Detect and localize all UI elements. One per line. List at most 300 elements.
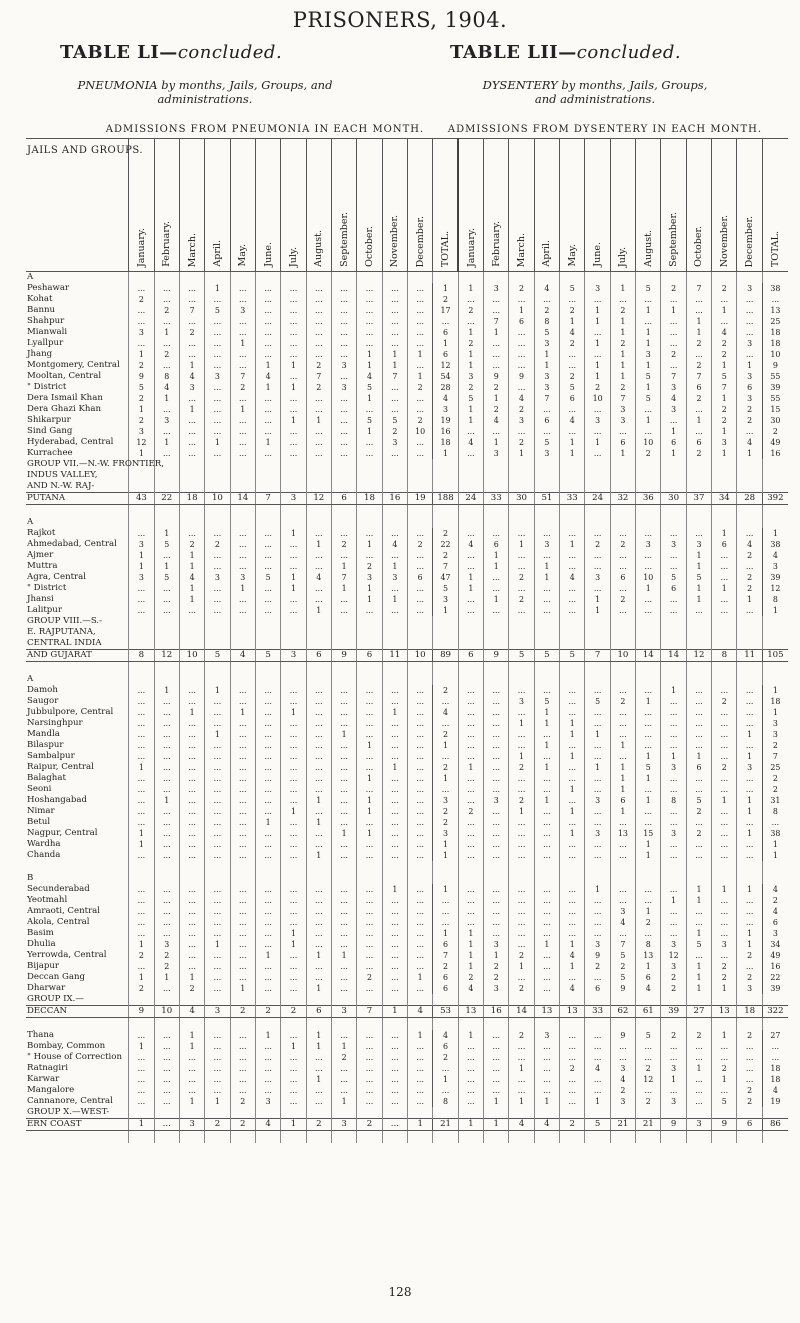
empty-cell	[433, 662, 458, 675]
month-cell: 2	[560, 1063, 585, 1074]
empty-cell	[154, 627, 179, 638]
empty-cell	[458, 1107, 483, 1119]
month-cell: ...	[509, 1052, 534, 1063]
month-cell: ...	[129, 718, 154, 729]
empty-cell	[585, 1107, 610, 1119]
month-cell: ...	[331, 305, 356, 316]
month-cell: 9	[712, 1119, 737, 1131]
month-cell: ...	[230, 828, 255, 839]
month-cell: 1	[205, 939, 230, 950]
jail-name: Dera Ismail Khan	[27, 393, 103, 403]
total-cell: 5	[433, 583, 458, 594]
month-cell: 1	[534, 1096, 559, 1107]
empty-cell	[762, 1018, 788, 1031]
month-cell: ...	[458, 1074, 483, 1085]
month-cell: ...	[230, 1074, 255, 1085]
pneumonia-col-header	[306, 139, 331, 272]
month-cell: ...	[712, 594, 737, 605]
month-cell: ...	[712, 928, 737, 939]
jail-name: Jhang	[27, 349, 53, 359]
month-cell: 2	[661, 283, 686, 294]
month-cell: 1	[357, 539, 382, 550]
month-cell: ...	[484, 1041, 509, 1052]
month-cell: 4	[636, 983, 661, 994]
pneumonia-col-header	[331, 139, 356, 272]
empty-cell	[458, 272, 483, 284]
month-cell: 5	[255, 572, 280, 583]
total-cell: 6	[433, 327, 458, 338]
month-cell: 5	[357, 382, 382, 393]
empty-cell	[306, 873, 331, 884]
month-cell: 1	[636, 415, 661, 426]
month-cell: 1	[129, 1119, 154, 1131]
month-cell: 1	[661, 1074, 686, 1085]
month-cell: ...	[255, 583, 280, 594]
empty-cell	[484, 638, 509, 650]
month-cell: ...	[331, 371, 356, 382]
month-cell: ...	[585, 294, 610, 305]
month-cell: ...	[484, 762, 509, 773]
month-cell: ...	[712, 1052, 737, 1063]
month-cell: 1	[509, 448, 534, 459]
empty-cell	[686, 481, 711, 493]
month-cell: 2	[686, 1030, 711, 1041]
month-cell: ...	[357, 316, 382, 327]
month-cell: 1	[610, 327, 635, 338]
month-cell: 2	[230, 1096, 255, 1107]
month-cell: ...	[129, 528, 154, 539]
jail-name: Bombay, Common	[27, 1041, 106, 1051]
empty-cell	[762, 861, 788, 873]
month-cell: ...	[154, 751, 179, 762]
month-cell: ...	[205, 906, 230, 917]
total-cell: 7	[433, 561, 458, 572]
month-cell: ...	[357, 1096, 382, 1107]
empty-cell	[255, 1131, 280, 1144]
month-cell: 3	[179, 1119, 204, 1131]
month-cell: ...	[458, 884, 483, 895]
month-cell: ...	[230, 539, 255, 550]
month-cell: ...	[484, 828, 509, 839]
empty-cell	[408, 517, 433, 528]
table-row	[26, 762, 788, 773]
month-cell: ...	[458, 795, 483, 806]
month-cell: ...	[281, 795, 306, 806]
empty-cell	[762, 1107, 788, 1119]
empty-cell	[154, 674, 179, 685]
month-cell: ...	[331, 906, 356, 917]
empty-cell	[357, 272, 382, 284]
month-cell: 10	[408, 426, 433, 437]
month-cell: 1	[560, 961, 585, 972]
empty-cell	[661, 517, 686, 528]
month-cell: ...	[230, 762, 255, 773]
total-cell: 38	[762, 828, 788, 839]
month-cell: ...	[712, 605, 737, 616]
month-label: May.	[566, 244, 578, 267]
empty-cell	[205, 994, 230, 1006]
month-cell: ...	[560, 294, 585, 305]
group-title-row	[26, 481, 788, 493]
month-cell: 1	[636, 850, 661, 861]
month-cell: ...	[408, 404, 433, 415]
month-cell: ...	[230, 696, 255, 707]
month-cell: 2	[737, 1096, 762, 1107]
jail-name: Lalitpur	[27, 605, 62, 615]
month-cell: 2	[610, 594, 635, 605]
month-cell: ...	[484, 839, 509, 850]
total-cell: 1	[433, 1074, 458, 1085]
month-cell: ...	[230, 839, 255, 850]
month-cell: ...	[331, 762, 356, 773]
month-cell: 5	[712, 1096, 737, 1107]
month-cell: 1	[230, 707, 255, 718]
month-label: April.	[541, 240, 553, 267]
month-label: May.	[237, 244, 249, 267]
empty-cell	[686, 994, 711, 1006]
month-cell: ...	[331, 404, 356, 415]
month-cell: 2	[610, 305, 635, 316]
month-cell: ...	[205, 884, 230, 895]
month-cell: 1	[357, 806, 382, 817]
total-cell: ...	[762, 294, 788, 305]
month-cell: 3	[129, 426, 154, 437]
month-cell: 1	[179, 561, 204, 572]
total-cell: 22	[433, 539, 458, 550]
pneumonia-col-header	[129, 139, 154, 272]
month-cell: 1	[408, 972, 433, 983]
month-cell: ...	[661, 806, 686, 817]
empty-cell	[408, 994, 433, 1006]
month-cell: ...	[408, 1074, 433, 1085]
month-cell: 2	[509, 572, 534, 583]
empty-cell	[205, 481, 230, 493]
table-row	[26, 983, 788, 994]
month-cell: 1	[281, 583, 306, 594]
empty-cell	[230, 662, 255, 675]
month-cell: ...	[737, 740, 762, 751]
month-cell: ...	[686, 1085, 711, 1096]
month-cell: ...	[686, 349, 711, 360]
month-cell: ...	[357, 1030, 382, 1041]
month-cell: ...	[610, 1052, 635, 1063]
month-cell: 5	[382, 415, 407, 426]
empty-cell	[636, 470, 661, 481]
total-cell: 105	[762, 650, 788, 662]
month-cell: 3	[661, 762, 686, 773]
total-cell: 25	[762, 316, 788, 327]
empty-cell	[610, 1107, 635, 1119]
month-cell: ...	[129, 1052, 154, 1063]
month-cell: ...	[686, 1074, 711, 1085]
month-cell: ...	[484, 784, 509, 795]
month-cell: 10	[610, 650, 635, 662]
month-cell: 2	[661, 1030, 686, 1041]
month-cell: ...	[560, 740, 585, 751]
month-cell: ...	[585, 404, 610, 415]
total-cell: 1	[433, 928, 458, 939]
month-cell: 3	[661, 961, 686, 972]
month-cell: 1	[534, 939, 559, 950]
month-cell: ...	[179, 939, 204, 950]
month-cell: 2	[661, 972, 686, 983]
empty-cell	[281, 1107, 306, 1119]
month-cell: 1	[636, 327, 661, 338]
month-cell: 1	[737, 795, 762, 806]
month-cell: 8	[636, 939, 661, 950]
total-cell: 4	[433, 707, 458, 718]
month-cell: ...	[281, 1074, 306, 1085]
page-number: 128	[388, 1285, 412, 1299]
month-cell: ...	[129, 1074, 154, 1085]
month-cell: ...	[686, 1041, 711, 1052]
empty-cell	[255, 505, 280, 518]
month-cell: 62	[610, 1006, 635, 1018]
month-cell: ...	[636, 1085, 661, 1096]
month-cell: ...	[686, 817, 711, 828]
empty-cell	[382, 627, 407, 638]
month-cell: ...	[255, 1063, 280, 1074]
empty-cell	[737, 1131, 762, 1144]
month-cell: ...	[534, 817, 559, 828]
month-cell: 7	[686, 283, 711, 294]
month-cell: ...	[281, 983, 306, 994]
month-cell: 22	[154, 493, 179, 505]
month-cell: 3	[661, 382, 686, 393]
month-cell: ...	[331, 550, 356, 561]
month-cell: 3	[331, 1119, 356, 1131]
month-cell: 7	[585, 650, 610, 662]
table-row	[26, 1085, 788, 1096]
month-cell: 33	[560, 493, 585, 505]
month-cell: 2	[712, 404, 737, 415]
month-cell: ...	[484, 928, 509, 939]
month-cell: ...	[484, 1085, 509, 1096]
total-cell: 10	[762, 349, 788, 360]
month-cell: ...	[534, 528, 559, 539]
month-cell: 1	[484, 594, 509, 605]
month-cell: 6	[686, 437, 711, 448]
total-cell: 18	[762, 327, 788, 338]
month-cell: ...	[154, 906, 179, 917]
month-cell: 1	[154, 528, 179, 539]
month-cell: ...	[636, 561, 661, 572]
month-cell: 7	[306, 371, 331, 382]
month-cell: 2	[408, 415, 433, 426]
month-cell: ...	[661, 338, 686, 349]
month-cell: 3	[610, 404, 635, 415]
month-cell: 1	[712, 583, 737, 594]
month-cell: 5	[534, 327, 559, 338]
month-cell: ...	[509, 605, 534, 616]
month-cell: ...	[534, 950, 559, 961]
month-cell: ...	[636, 806, 661, 817]
month-cell: ...	[408, 983, 433, 994]
total-cell: 2	[762, 426, 788, 437]
month-cell: ...	[686, 839, 711, 850]
month-cell: ...	[484, 685, 509, 696]
month-cell: ...	[382, 393, 407, 404]
empty-cell	[433, 459, 458, 470]
month-cell: ...	[458, 817, 483, 828]
month-cell: 24	[458, 493, 483, 505]
empty-cell	[129, 627, 154, 638]
month-cell: 1	[255, 360, 280, 371]
empty-cell	[534, 627, 559, 638]
total-cell: 4	[762, 906, 788, 917]
empty-cell	[230, 674, 255, 685]
month-cell: ...	[712, 561, 737, 572]
empty-cell	[331, 674, 356, 685]
month-cell: 1	[357, 594, 382, 605]
month-cell: ...	[737, 1041, 762, 1052]
month-cell: ...	[331, 415, 356, 426]
month-cell: ...	[281, 784, 306, 795]
month-cell: 1	[560, 718, 585, 729]
empty-cell	[179, 1107, 204, 1119]
empty-cell	[636, 505, 661, 518]
total-cell: 16	[762, 448, 788, 459]
empty-cell	[636, 517, 661, 528]
month-label: TOTAL.	[769, 230, 781, 267]
empty-cell	[458, 873, 483, 884]
month-cell: ...	[382, 283, 407, 294]
empty-cell	[255, 272, 280, 284]
empty-cell	[179, 994, 204, 1006]
month-cell: ...	[686, 707, 711, 718]
empty-cell	[230, 517, 255, 528]
empty-cell	[129, 505, 154, 518]
empty-cell	[230, 272, 255, 284]
month-cell: 1	[737, 360, 762, 371]
empty-cell	[712, 873, 737, 884]
month-cell: ...	[179, 426, 204, 437]
month-cell: ...	[484, 773, 509, 784]
month-cell: ...	[281, 1096, 306, 1107]
month-cell: ...	[205, 740, 230, 751]
month-cell: ...	[737, 718, 762, 729]
empty-cell	[762, 1131, 788, 1144]
month-cell: 1	[458, 762, 483, 773]
month-cell: ...	[179, 817, 204, 828]
month-cell: ...	[281, 294, 306, 305]
month-cell: ...	[255, 895, 280, 906]
month-cell: ...	[205, 1074, 230, 1085]
month-cell: ...	[712, 806, 737, 817]
month-cell: ...	[154, 1096, 179, 1107]
empty-cell	[534, 1131, 559, 1144]
month-cell: ...	[281, 729, 306, 740]
month-cell: 2	[484, 382, 509, 393]
month-cell: 1	[636, 338, 661, 349]
month-cell: ...	[331, 839, 356, 850]
group-title-row	[26, 627, 788, 638]
empty-cell	[509, 517, 534, 528]
month-cell: ...	[230, 1063, 255, 1074]
month-cell: ...	[205, 773, 230, 784]
month-cell: 1	[686, 594, 711, 605]
total-cell: 30	[762, 415, 788, 426]
month-cell: ...	[509, 839, 534, 850]
empty-cell	[281, 459, 306, 470]
group-name: CENTRAL INDIA	[27, 638, 102, 648]
month-cell: 4	[534, 283, 559, 294]
empty-cell	[205, 470, 230, 481]
empty-cell	[230, 616, 255, 627]
month-cell: 1	[661, 751, 686, 762]
month-cell: ...	[179, 762, 204, 773]
empty-cell	[382, 674, 407, 685]
month-cell: ...	[382, 751, 407, 762]
month-cell: 3	[129, 539, 154, 550]
month-cell: ...	[484, 294, 509, 305]
month-cell: 2	[737, 550, 762, 561]
month-cell: ...	[255, 528, 280, 539]
empty-cell	[433, 674, 458, 685]
month-cell: 1	[458, 1119, 483, 1131]
jail-name: Yeotmahl	[27, 895, 68, 905]
month-cell: 3	[484, 448, 509, 459]
month-cell: 3	[686, 539, 711, 550]
month-cell: ...	[230, 561, 255, 572]
month-cell: ...	[509, 550, 534, 561]
month-cell: ...	[509, 784, 534, 795]
month-cell: ...	[585, 817, 610, 828]
month-cell: ...	[585, 806, 610, 817]
month-cell: ...	[408, 583, 433, 594]
month-cell: ...	[534, 928, 559, 939]
empty-cell	[129, 272, 154, 284]
month-cell: 32	[610, 493, 635, 505]
month-cell: ...	[509, 939, 534, 950]
month-cell: ...	[205, 950, 230, 961]
month-cell: 1	[179, 594, 204, 605]
month-cell: ...	[686, 696, 711, 707]
month-cell: ...	[179, 740, 204, 751]
month-cell: 33	[484, 493, 509, 505]
month-cell: ...	[408, 740, 433, 751]
month-cell: ...	[686, 850, 711, 861]
group-name: ERN COAST	[26, 1119, 129, 1131]
month-cell: ...	[408, 393, 433, 404]
month-cell: ...	[686, 305, 711, 316]
month-cell: ...	[610, 426, 635, 437]
group-name: E. RAJPUTANA,	[27, 627, 96, 637]
month-cell: ...	[129, 895, 154, 906]
month-cell: 3	[154, 939, 179, 950]
total-cell: 6	[433, 1041, 458, 1052]
month-cell: 4	[306, 572, 331, 583]
month-cell: ...	[560, 850, 585, 861]
month-cell: 2	[357, 561, 382, 572]
month-cell: ...	[179, 718, 204, 729]
month-cell: ...	[661, 415, 686, 426]
total-cell: 13	[762, 305, 788, 316]
month-cell: ...	[408, 895, 433, 906]
month-cell: 1	[357, 426, 382, 437]
month-cell: ...	[458, 895, 483, 906]
month-cell: ...	[712, 316, 737, 327]
empty-cell	[762, 505, 788, 518]
empty-cell	[306, 459, 331, 470]
empty-cell	[636, 272, 661, 284]
month-cell: ...	[636, 884, 661, 895]
group-name: GROUP VII.—N.-W. FRONTIER,	[27, 459, 164, 469]
month-cell: 4	[509, 393, 534, 404]
empty-cell	[534, 662, 559, 675]
month-cell: 1	[661, 426, 686, 437]
jail-name: Bijapur	[27, 961, 59, 971]
